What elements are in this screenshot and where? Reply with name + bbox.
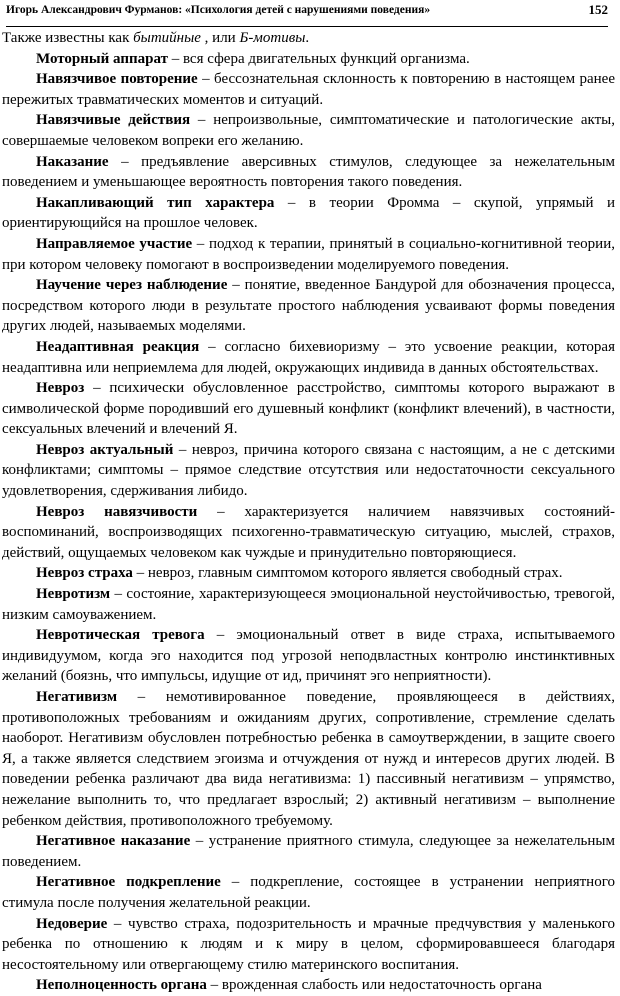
glossary-entry bbox=[2, 502, 615, 564]
entry-definition: – немотивированное поведение, проявляющееся в действиях, противоположных требованиям и ожиданиям других, сопротивление, стремление сделать наоборот. Негативизм обусловлен потребностью ребенка в самоутверждении, в защите своего Я, а также является следствием эгоизма и отчуждения от нужд и интересов других людей. В поведении ребенка различают два вида негативизма: 1) пассивный негативизм – упрямство, нежелание выполнить то, что предлагает взрослый; 2) активный негативизм – выполнение ребенком действия, противоположного требуемому. bbox=[2, 689, 615, 829]
entry-term: Накапливающий тип характера bbox=[36, 194, 275, 211]
intro-text: , или bbox=[200, 30, 240, 46]
entry-term: Научение через наблюдение bbox=[36, 277, 228, 294]
entry-definition: – врожденная слабость или недостаточность органа bbox=[206, 977, 542, 994]
entry-term: Невроз bbox=[36, 380, 85, 397]
glossary-entry bbox=[2, 584, 615, 625]
entry-definition: – согласно бихевиоризму – это усвоение реакции, которая неадаптивна или неприемлема для людей, окружающих индивида в данных обстоятельствах. bbox=[2, 338, 615, 376]
page-number: 152 bbox=[588, 2, 608, 17]
glossary-entry bbox=[2, 831, 615, 872]
glossary-entry bbox=[2, 975, 615, 996]
entry-definition: – понятие, введенное Бандурой для обозначения процесса, посредством которого люди в результате простого наблюдения усваивают формы поведения других людей, называемых моделями. bbox=[2, 277, 616, 335]
intro-text: Также известны как bbox=[2, 30, 134, 46]
entry-term: Негативное наказание bbox=[36, 833, 191, 850]
glossary-entry bbox=[2, 625, 615, 687]
glossary-entry bbox=[2, 275, 615, 337]
entry-term: Навязчивое повторение bbox=[36, 71, 198, 88]
glossary-entry bbox=[2, 69, 615, 110]
entry-definition: – предъявление аверсивных стимулов, следующее за нежелательным поведением и уменьшающее вероятность повторения такого поведения. bbox=[2, 153, 615, 191]
entry-definition: – в теории Фромма – скупой, упрямый и ориентирующийся на прошлое человек. bbox=[2, 194, 616, 232]
entry-term: Направляемое участие bbox=[36, 235, 193, 252]
entry-definition: – эмоциональный ответ в виде страха, испытываемого индивидуумом, когда эго находится под угрозой неподвластных контролю инстинктивных желаний (боязнь, что импульсы, идущие от ид, причинят эго неприятности). bbox=[2, 627, 615, 685]
entry-term: Неполноценность органа bbox=[36, 977, 207, 994]
glossary-entry bbox=[2, 563, 615, 584]
entry-term: Невротическая тревога bbox=[36, 627, 205, 644]
glossary-entry bbox=[2, 440, 615, 502]
entry-term: Моторный аппарат bbox=[36, 50, 168, 67]
glossary-entry bbox=[2, 193, 615, 234]
intro-paragraph bbox=[2, 28, 615, 49]
entry-term: Недоверие bbox=[36, 915, 108, 932]
glossary-entry bbox=[2, 49, 615, 70]
entry-term: Невроз страха bbox=[36, 565, 133, 582]
glossary-entry bbox=[2, 234, 615, 275]
entry-definition: – подход к терапии, принятый в социально-когнитивной теории, при котором человеку помогают в воспроизведении моделируемого поведения. bbox=[2, 235, 615, 273]
intro-text: . bbox=[305, 30, 310, 46]
entry-term: Невроз актуальный bbox=[36, 441, 174, 458]
entry-term: Навязчивые действия bbox=[36, 112, 191, 129]
entry-definition: – устранение приятного стимула, следующее за нежелательным поведением. bbox=[2, 833, 615, 870]
entry-definition: – невроз, причина которого связана с настоящим, а не с детскими конфликтами; симптомы – прямое следствие отсутствия или недостаточности сексуального удовлетворения, сдерживания либидо. bbox=[2, 441, 616, 500]
intro-italic-term: бытийные bbox=[133, 30, 201, 46]
glossary-entry bbox=[2, 914, 615, 976]
intro-italic-term: Б-мотивы bbox=[239, 30, 306, 46]
entry-term: Негативизм bbox=[36, 689, 118, 705]
entry-term: Неадаптивная реакция bbox=[36, 338, 200, 355]
entry-definition: – характеризуется наличием навязчивых состояний-воспоминаний, воспроизводящих психогенно-травматическую ситуацию, мыслей, страхов, действий, ощущаемых человеком как чуждые и принудительно повторяющиеся. bbox=[2, 503, 615, 561]
entry-definition: – подкрепление, состоящее в устранении неприятного стимула после получения желательной реакции. bbox=[2, 874, 615, 911]
entry-definition: – непроизвольные, симптоматические и патологические акты, совершаемые человеком вопреки его желанию. bbox=[2, 112, 615, 149]
glossary-entry bbox=[2, 152, 615, 193]
entry-term: Негативное подкрепление bbox=[36, 874, 221, 891]
entry-term: Невроз навязчивости bbox=[36, 503, 198, 520]
page-body bbox=[2, 28, 615, 996]
entry-definition: – бессознательная склонность к повторению в настоящем ранее пережитых травматических моментов и ситуаций. bbox=[2, 71, 616, 108]
glossary-entry bbox=[2, 337, 615, 378]
page-header bbox=[6, 2, 608, 27]
glossary-entry bbox=[2, 687, 615, 831]
entry-definition: – чувство страха, подозрительность и мрачные предчувствия у маленького ребенка по отношению к людям и к миру в целом, сформировавшееся благодаря несостоятельному или отвергающему стилю материнского воспитания. bbox=[2, 915, 615, 973]
entry-definition: – состояние, характеризующееся эмоциональной неустойчивостью, тревогой, низким самоуважением. bbox=[2, 586, 615, 623]
entry-term: Невротизм bbox=[36, 586, 111, 603]
glossary-entry bbox=[2, 872, 615, 913]
entry-definition: – вся сфера двигательных функций организма. bbox=[167, 50, 470, 67]
entry-definition: – психически обусловленное расстройство, симптомы которого выражают в символической форме породивший его душевный конфликт (конфликт влечений), в частности, сексуальных влечений и влечений Я. bbox=[2, 380, 615, 438]
running-title: Игорь Александрович Фурманов: «Психология детей с нарушениями поведения» bbox=[6, 4, 431, 16]
entry-definition: – невроз, главным симптомом которого является свободный страх. bbox=[132, 565, 563, 582]
entry-term: Наказание bbox=[36, 153, 109, 170]
glossary-entry bbox=[2, 110, 615, 151]
glossary-entry bbox=[2, 378, 615, 440]
